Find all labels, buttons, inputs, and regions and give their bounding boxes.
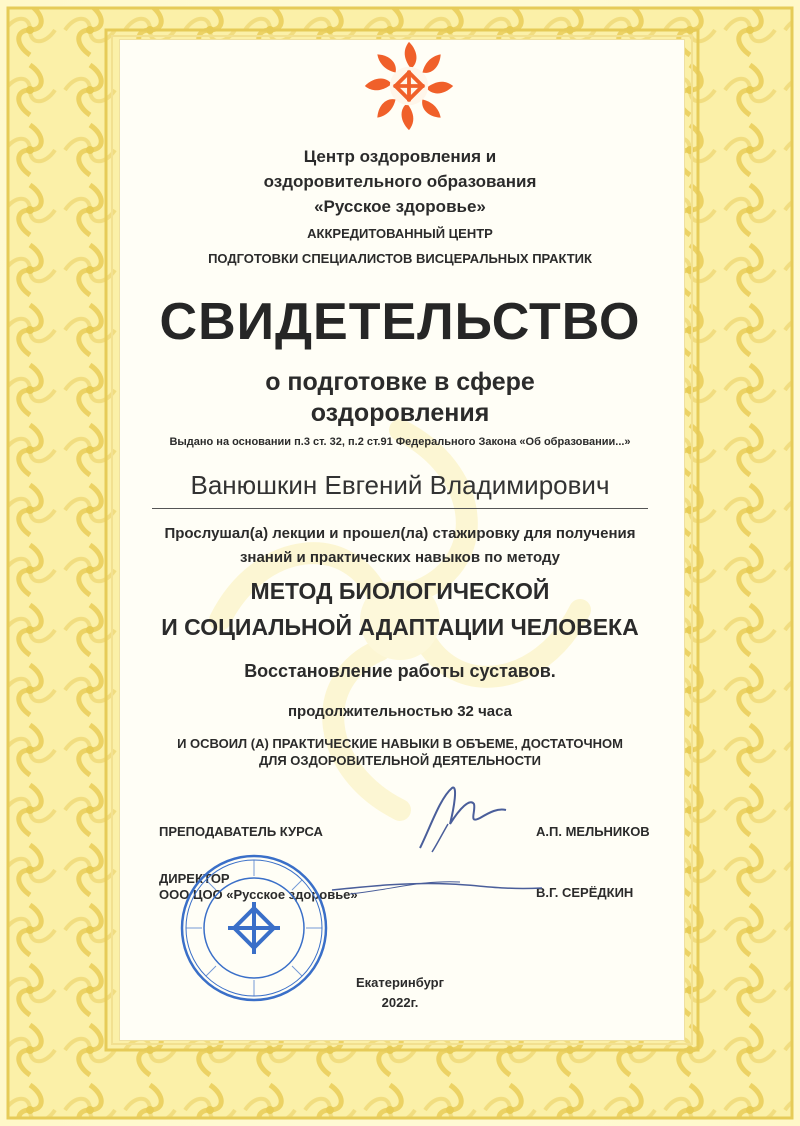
accredited-line2: ПОДГОТОВКИ СПЕЦИАЛИСТОВ ВИСЦЕРАЛЬНЫХ ПРАКТИК [208, 251, 592, 266]
method-line1: МЕТОД БИОЛОГИЧЕСКОЙ [250, 578, 550, 604]
issue-year: 2022г. [381, 995, 419, 1010]
city: Екатеринбург [355, 975, 445, 990]
certificate-title: СВИДЕТЕЛЬСТВО [159, 293, 641, 351]
teacher-signature-icon [410, 778, 520, 858]
course-duration: продолжительностью 32 часа [287, 703, 512, 720]
russian-health-logo-icon [361, 38, 457, 134]
org-name-line1: Центр оздоровления и [303, 147, 497, 166]
mastery-line1: И ОСВОИЛ (А) ПРАКТИЧЕСКИЕ НАВЫКИ В ОБЪЕМЕ, ДОСТАТОЧНОМ [177, 736, 623, 751]
director-role-line1: ДИРЕКТОР [159, 871, 230, 886]
legal-basis: Выдано на основании п.3 ст. 32, п.2 ст.91 Федерального Закона «Об образовании...» [169, 436, 631, 448]
org-name-line2: оздоровительного образования [263, 172, 537, 191]
org-name-line3: «Русское здоровье» [314, 197, 486, 216]
certificate-subtitle-line2: оздоровления [310, 399, 490, 427]
teacher-name: А.П. МЕЛЬНИКОВ [536, 824, 650, 839]
body-line2: знаний и практических навыков по методу [239, 549, 561, 566]
teacher-role: ПРЕПОДАВАТЕЛЬ КУРСА [159, 824, 323, 839]
recipient-name: Ванюшкин Евгений Владимирович [190, 470, 610, 500]
body-line1: Прослушал(а) лекции и прошел(ла) стажировку для получения [164, 525, 636, 542]
director-signature-icon [330, 872, 545, 902]
mastery-line2: ДЛЯ ОЗДОРОВИТЕЛЬНОЙ ДЕЯТЕЛЬНОСТИ [258, 753, 542, 768]
accredited-line1: АККРЕДИТОВАННЫЙ ЦЕНТР [307, 226, 493, 241]
director-role-line2: ООО ЦОО «Русское здоровье» [159, 887, 358, 902]
certificate-subtitle-line1: о подготовке в сфере [265, 368, 535, 396]
method-line2: И СОЦИАЛЬНОЙ АДАПТАЦИИ ЧЕЛОВЕКА [161, 614, 639, 640]
name-underline [152, 508, 648, 509]
director-name: В.Г. СЕРЁДКИН [536, 885, 634, 900]
course-topic: Восстановление работы суставов. [244, 661, 556, 681]
